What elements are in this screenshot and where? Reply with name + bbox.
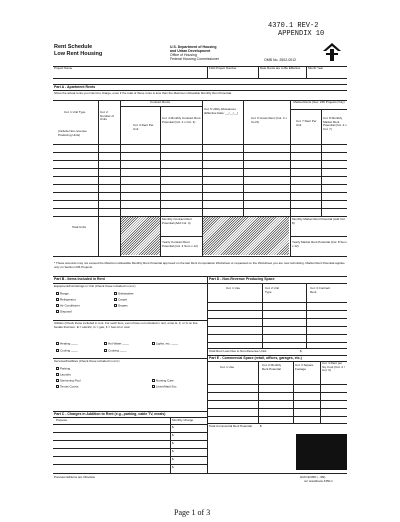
svc-nursing-care[interactable]: Nursing Care	[152, 379, 174, 383]
util-lights[interactable]: Lights, etc. ____	[152, 342, 178, 346]
equip-range[interactable]: Range	[56, 292, 69, 296]
svc-swimming-pool[interactable]: Swimming Pool	[56, 379, 81, 383]
svc-linen-maid[interactable]: Linen/Maid Svc	[152, 385, 177, 389]
part-b-title: Part B - Items Included in Rent	[54, 277, 105, 281]
contract-rents-header: Contract Rents	[150, 100, 171, 104]
revision-label: 4370.1 REV-2	[268, 22, 319, 30]
agency-line-4: Federal Housing Commissioner	[170, 57, 220, 61]
utilities-title: Utilities (Check those included in rent. For each item, even those not included in rent, enter E, F, or G on line beside that item: E = electric, G = gas, F = fuel oil or coal	[54, 321, 198, 329]
col1-note: (Include Non-revenue Producing Units)	[58, 129, 87, 137]
equip-disposal[interactable]: Disposal	[56, 310, 72, 314]
util-heating[interactable]: Heating ____	[56, 342, 78, 346]
part-d-col1: Col. 1 Use	[226, 286, 241, 290]
handbook-ref: ref. Handbook 4350.1	[304, 479, 333, 483]
redacted-bar	[296, 434, 347, 470]
part-c-title: Part C - Charges in Addition to Rent (e.g., parking, cable TV, meals)	[54, 412, 166, 416]
form-title: Rent Schedule	[54, 44, 93, 50]
col7-header: Col. 7 Rent Per Unit	[296, 119, 317, 127]
hud-logo-icon	[321, 42, 343, 62]
part-e-col1: Col. 1 Use	[220, 365, 235, 369]
col5-header: Col. 5 Utility Allowances (Effective Date: __/__/__)	[204, 107, 238, 115]
part-a-instruction: Show the actual rents you intend to charge, even if the total of these rents is less than the Maximum Allowable Monthly Rent Potential.	[54, 91, 232, 95]
equip-carpet[interactable]: Carpet	[114, 298, 127, 302]
page-number: Page 1 of 3	[174, 508, 211, 517]
month-year-label: Month Year	[308, 66, 324, 70]
part-c-purpose: Purpose	[56, 418, 68, 422]
part-c-dollar-5: $	[172, 457, 174, 461]
util-cooking[interactable]: Cooking ____	[104, 349, 127, 353]
monthly-market-label: Monthly Market Rent Potential (Add Col. 8)	[292, 217, 346, 225]
col8-header: Col. 8 Monthly Market Rent Potential (Col. 2 x Col. 7)	[323, 116, 347, 131]
agency-line-2: and Urban Development	[170, 49, 211, 53]
total-units-label: Total Units	[72, 225, 87, 229]
part-c-dollar-2: $	[172, 433, 174, 437]
part-c-dollar-3: $	[172, 441, 174, 445]
col6-header: Col. 6 Gross Rent (Col. 3 + Col 5)	[251, 116, 288, 124]
equip-drapes[interactable]: Drapes	[114, 304, 128, 308]
col2-header: Col. 2 Number of Units	[100, 110, 115, 122]
part-e-col2: Col. 2 Monthly Rent Potential	[262, 363, 282, 371]
part-e-col4: Col. 4 Rent per Sq. Foot (Col. 2 / Col. 3)	[322, 361, 345, 373]
part-c-monthly-charge: Monthly Charge	[172, 418, 194, 422]
col1-header: Col. 1 Unit Type	[64, 110, 86, 114]
part-a-footnote: * These amounts may not exceed the Maximum Allowable Monthly Rent Potential approved on the last Rent Computation Worksheet or requested on the Worksheet you are now submitting. Market Rent Potential applies only on Section 236 Projects.	[54, 261, 345, 269]
yearly-contract-label: Yearly Contract Rent Potential (Col. 4 Sum x 12)	[162, 240, 198, 248]
util-hot-water[interactable]: Hot Water ____	[104, 342, 129, 346]
part-e-total-label: Total Commercial Rent Potential	[209, 424, 252, 428]
effective-date-label: Date Rents are to Be Effective	[260, 66, 301, 70]
services-title: Services/Facilities (Check those included in rent.)	[54, 359, 120, 363]
part-e-col3: Col. 3 Square Footage	[295, 363, 314, 371]
svc-laundry[interactable]: Laundry	[56, 373, 71, 377]
form-subtitle: Low Rent Housing	[54, 51, 103, 57]
part-d-title: Part D - Non-Revenue Producing Space	[209, 277, 275, 281]
agency-line-3: Office of Housing	[170, 53, 197, 57]
part-a-title: Part A - Apartment Rents	[54, 85, 96, 89]
part-c-dollar-1: $	[172, 425, 174, 429]
form-number: HUD-92458 (.../89)	[300, 475, 326, 479]
col3-header: Col. 3 Rent Per Unit	[133, 123, 154, 131]
part-e-total-dollar: $	[260, 424, 262, 428]
part-e-title: Part E - Commercial Space (retail, offices, garages, etc.)	[209, 356, 302, 360]
svc-tennis-courts[interactable]: Tennis Courts	[56, 385, 78, 389]
project-name-label: Project Name	[54, 66, 73, 70]
fha-number-label: FHA Project Number	[209, 66, 237, 70]
omb-number: OMB No. 2502-0012	[264, 58, 297, 62]
agency-block	[170, 45, 219, 61]
part-c-dollar-6: $	[172, 465, 174, 469]
svc-parking[interactable]: Parking	[56, 367, 70, 371]
yearly-market-label: Yearly Market Rent Potential (Col. 8 Sum x 12)	[292, 240, 347, 248]
part-d-total-dollar: $	[300, 349, 302, 353]
monthly-contract-label: Monthly Contract Rent Potential (Add Col. 4)	[162, 217, 192, 225]
market-rents-header: Market Rents (Sec. 236 Projects Only)	[293, 100, 345, 104]
util-cooling[interactable]: Cooling ____	[56, 349, 78, 353]
part-d-col2: Col. 2 Unit Type	[265, 286, 280, 294]
agency-line-1: U.S. Department of Housing	[170, 45, 217, 49]
equip-air-conditioner[interactable]: Air Conditioner	[56, 304, 80, 308]
equip-refrigerator[interactable]: Refrigerator	[56, 298, 76, 302]
previous-editions: Previous Editions are Obsolete	[54, 475, 96, 479]
part-d-total-label: Total Rent Loss Due to Non-Revenue Units	[209, 349, 267, 353]
part-d-col3: Col. 3 Contract Rent	[310, 286, 331, 294]
appendix-label: APPENDIX 10	[278, 30, 325, 38]
equip-dishwasher[interactable]: Dishwasher	[114, 292, 134, 296]
part-c-dollar-4: $	[172, 449, 174, 453]
equipment-title: Equipment/Furnishings in Unit (Check those included in rent.)	[54, 284, 136, 288]
col4-header: Col. 4 Monthly Contract Rent Potential (Col. 2 x Col. 3)	[162, 116, 201, 124]
